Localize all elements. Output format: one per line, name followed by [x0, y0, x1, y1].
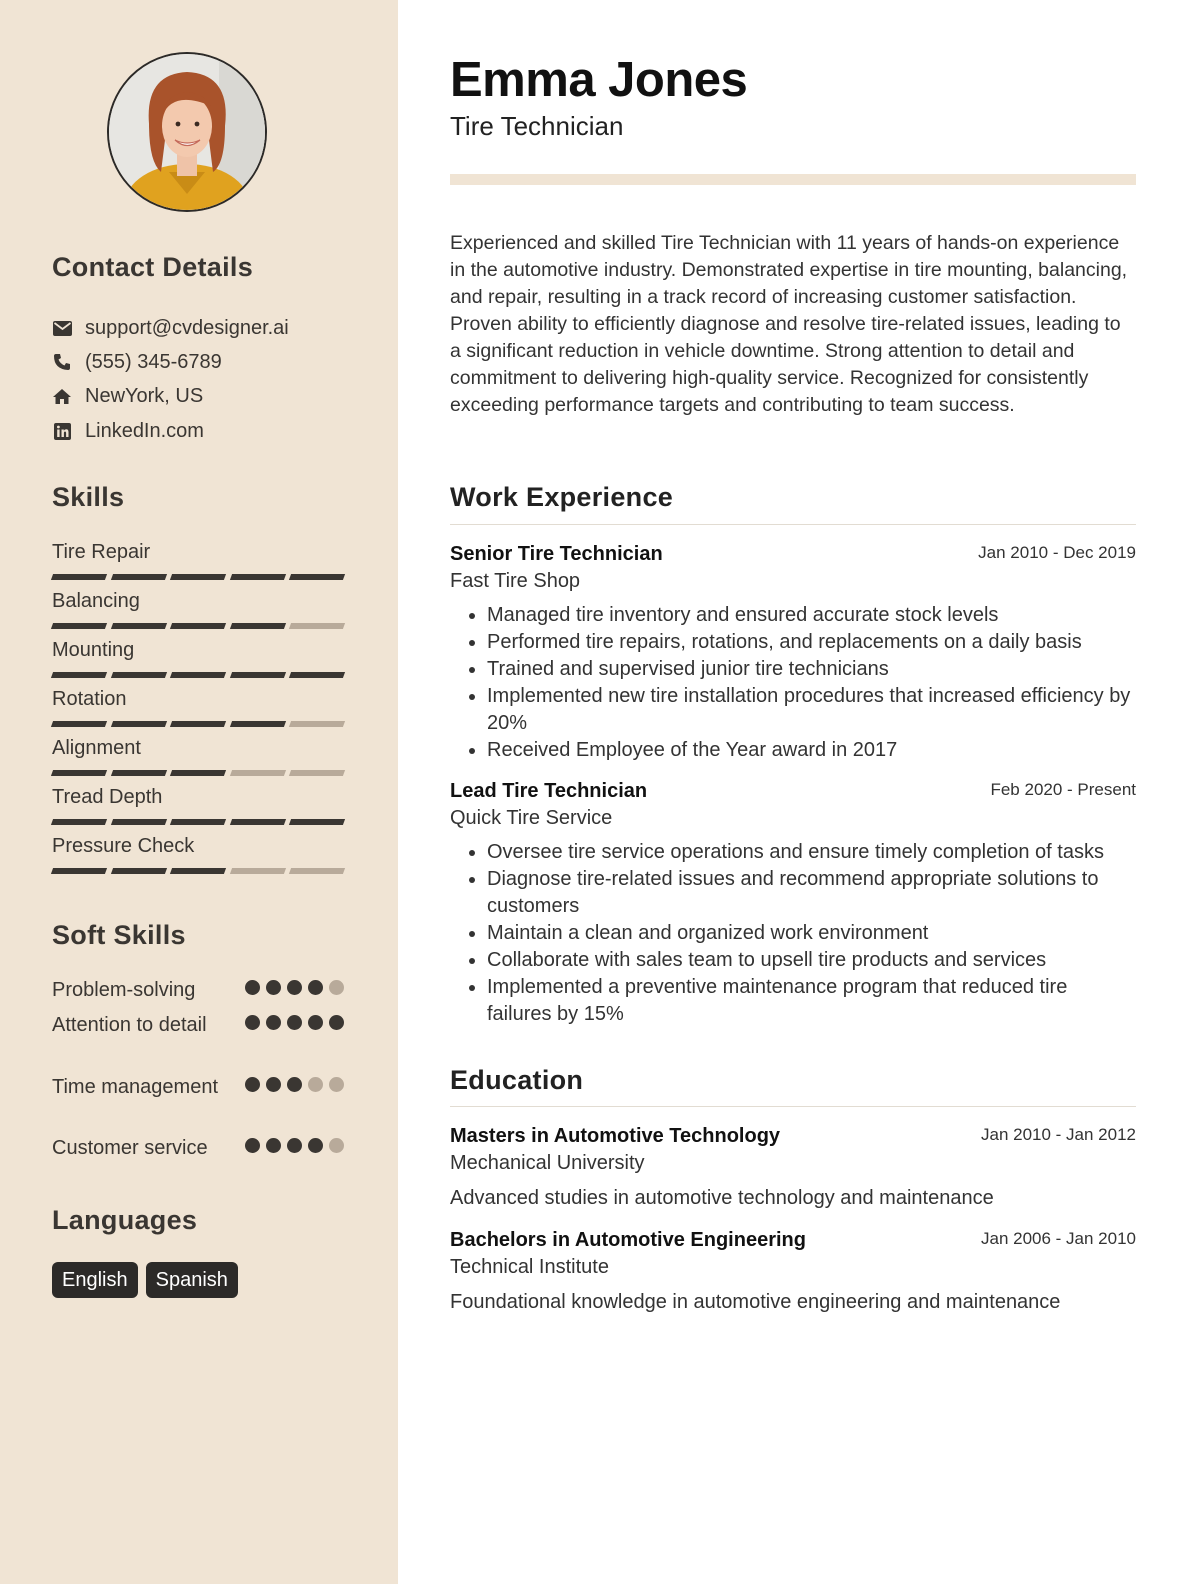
contact-phone-text: (555) 345-6789 — [85, 350, 222, 373]
education-dates: Jan 2006 - Jan 2010 — [980, 1229, 1136, 1248]
skill-level-segment — [170, 819, 226, 825]
rating-dot — [266, 1077, 281, 1092]
soft-skill-rating — [245, 1015, 344, 1030]
education-heading: Education — [450, 1065, 584, 1095]
skill-level-segment — [289, 770, 345, 776]
soft-skill-item — [52, 976, 344, 1004]
skill-level-segment — [111, 868, 167, 874]
header-divider — [450, 174, 1136, 185]
job-bullet: • Oversee tire service operations and ensure timely completion of tasks — [487, 839, 1136, 866]
skill-name: Tire Repair — [52, 541, 151, 563]
skill-level-segment — [51, 574, 107, 580]
school-name: Technical Institute — [450, 1256, 609, 1278]
job-dates: Jan 2010 - Dec 2019 — [978, 543, 1136, 562]
education-description: Foundational knowledge in automotive engineering and maintenance — [450, 1291, 1061, 1313]
soft-skill-rating — [245, 1138, 344, 1153]
skill-item — [52, 540, 344, 580]
contact-email-text: support@cvdesigner.ai — [85, 316, 289, 339]
skill-level-segment — [289, 819, 345, 825]
languages-list — [52, 1262, 238, 1298]
skill-level-bar — [52, 868, 344, 874]
skill-level-segment — [230, 574, 286, 580]
job-bullet: • Diagnose tire-related issues and recommend appropriate solutions to customers — [487, 866, 1136, 920]
skill-name: Pressure Check — [52, 835, 195, 857]
skill-level-segment — [289, 623, 345, 629]
rating-dot — [266, 1015, 281, 1030]
soft-skill-name: Time management — [52, 1076, 218, 1098]
skill-level-segment — [289, 574, 345, 580]
skill-item — [52, 785, 344, 825]
job-bullets — [450, 839, 1136, 1028]
home-icon — [52, 386, 72, 406]
job-title: Lead Tire Technician — [450, 780, 648, 802]
skill-name: Rotation — [52, 688, 127, 710]
education-dates: Jan 2010 - Jan 2012 — [980, 1125, 1136, 1144]
degree-title: Masters in Automotive Technology — [450, 1125, 781, 1147]
contact-phone[interactable] — [52, 350, 222, 374]
job-title: Senior Tire Technician — [450, 543, 663, 565]
rating-dot — [287, 1077, 302, 1092]
rating-dot — [329, 1077, 344, 1092]
skill-level-bar — [52, 770, 344, 776]
rating-dot — [287, 1015, 302, 1030]
education-divider — [450, 1106, 1136, 1107]
degree-title: Bachelors in Automotive Engineering — [450, 1229, 806, 1251]
rating-dot — [245, 980, 260, 995]
skill-item — [52, 687, 344, 727]
rating-dot — [308, 980, 323, 995]
rating-dot — [266, 1138, 281, 1153]
job-bullet: • Received Employee of the Year award in 2017 — [487, 737, 1136, 764]
avatar-illustration — [109, 54, 265, 210]
rating-dot — [266, 980, 281, 995]
contact-email[interactable] — [52, 316, 289, 340]
job-entry — [450, 541, 1136, 764]
job-entry — [450, 778, 1136, 1028]
job-company: Quick Tire Service — [450, 807, 613, 829]
contact-linkedin-text: LinkedIn.com — [85, 419, 204, 442]
rating-dot — [308, 1015, 323, 1030]
skill-level-segment — [51, 770, 107, 776]
education-description: Advanced studies in automotive technology and maintenance — [450, 1187, 994, 1209]
skill-level-bar — [52, 819, 344, 825]
skill-name: Mounting — [52, 639, 135, 661]
skill-item — [52, 638, 344, 678]
job-bullet: • Managed tire inventory and ensured accurate stock levels — [487, 602, 1136, 629]
rating-dot — [287, 1138, 302, 1153]
job-dates: Feb 2020 - Present — [990, 780, 1136, 799]
skill-level-segment — [111, 770, 167, 776]
contact-linkedin[interactable] — [52, 419, 204, 443]
phone-icon — [52, 352, 72, 372]
skill-item — [52, 589, 344, 629]
skill-level-segment — [230, 819, 286, 825]
job-bullet: • Trained and supervised junior tire technicians — [487, 656, 1136, 683]
soft-skill-rating — [245, 980, 344, 995]
skill-level-segment — [170, 574, 226, 580]
skill-level-segment — [170, 770, 226, 776]
rating-dot — [329, 1138, 344, 1153]
skill-level-segment — [289, 672, 345, 678]
skill-level-bar — [52, 574, 344, 580]
work-divider — [450, 524, 1136, 525]
candidate-role: Tire Technician — [450, 111, 624, 141]
skill-level-segment — [289, 868, 345, 874]
skill-level-segment — [230, 721, 286, 727]
skill-level-bar — [52, 672, 344, 678]
soft-skill-name: Problem-solving — [52, 979, 196, 1001]
skill-level-segment — [51, 623, 107, 629]
rating-dot — [245, 1015, 260, 1030]
rating-dot — [308, 1077, 323, 1092]
skill-level-segment — [230, 623, 286, 629]
skills-heading: Skills — [52, 482, 125, 512]
skill-level-segment — [230, 868, 286, 874]
skill-level-segment — [170, 623, 226, 629]
skill-name: Balancing — [52, 590, 140, 612]
soft-skill-name: Attention to detail — [52, 1014, 207, 1036]
skill-level-segment — [51, 868, 107, 874]
skill-level-segment — [111, 672, 167, 678]
soft-skill-rating — [245, 1077, 344, 1092]
contact-heading: Contact Details — [52, 252, 254, 282]
skill-level-segment — [111, 623, 167, 629]
skill-item — [52, 736, 344, 776]
skill-level-segment — [51, 819, 107, 825]
sidebar — [0, 0, 398, 1584]
candidate-name: Emma Jones — [450, 53, 748, 107]
profile-photo — [107, 52, 267, 212]
skill-level-segment — [111, 819, 167, 825]
job-bullet: • Performed tire repairs, rotations, and replacements on a daily basis — [487, 629, 1136, 656]
language-tag: English — [52, 1262, 138, 1298]
soft-skill-name: Customer service — [52, 1137, 208, 1159]
skill-level-segment — [230, 770, 286, 776]
skill-level-bar — [52, 721, 344, 727]
job-bullets — [450, 602, 1136, 764]
rating-dot — [287, 980, 302, 995]
job-bullet: • Collaborate with sales team to upsell tire products and services — [487, 947, 1136, 974]
rating-dot — [245, 1138, 260, 1153]
job-bullet: • Implemented a preventive maintenance program that reduced tire failures by 15% — [487, 974, 1136, 1028]
rating-dot — [329, 980, 344, 995]
rating-dot — [308, 1138, 323, 1153]
skill-level-segment — [170, 672, 226, 678]
education-entry — [450, 1123, 1136, 1211]
skill-name: Alignment — [52, 737, 141, 759]
languages-heading: Languages — [52, 1205, 198, 1235]
rating-dot — [329, 1015, 344, 1030]
soft-skill-item — [52, 1134, 344, 1162]
skill-level-segment — [170, 721, 226, 727]
soft-skills-heading: Soft Skills — [52, 920, 186, 950]
language-tag: Spanish — [146, 1262, 238, 1298]
skill-name: Tread Depth — [52, 786, 163, 808]
contact-location-text: NewYork, US — [85, 384, 204, 407]
skill-level-segment — [111, 574, 167, 580]
skill-level-bar — [52, 623, 344, 629]
profile-summary: Experienced and skilled Tire Technician with 11 years of hands-on experience in the automotive industry. Demonstrated expertise in tire mounting, balancing, and repair, resulting in a track record of increasing customer satisfaction. Proven ability to efficiently diagnose and resolve tire-related issues, leading to a significant reduction in vehicle downtime. Strong attention to detail and commitment to delivering high-quality service. Recognized for consistently exceeding performance targets and contributing to team success. — [450, 232, 1128, 416]
work-experience-heading: Work Experience — [450, 482, 674, 512]
job-bullet: • Maintain a clean and organized work environment — [487, 920, 1136, 947]
skill-level-segment — [230, 672, 286, 678]
skill-level-segment — [170, 868, 226, 874]
job-company: Fast Tire Shop — [450, 570, 581, 592]
soft-skill-item — [52, 1073, 344, 1101]
contact-location — [52, 384, 203, 408]
envelope-icon — [52, 318, 72, 338]
skill-level-segment — [51, 721, 107, 727]
linkedin-icon — [52, 421, 72, 441]
skill-item — [52, 834, 344, 874]
rating-dot — [245, 1077, 260, 1092]
skill-level-segment — [111, 721, 167, 727]
school-name: Mechanical University — [450, 1152, 645, 1174]
education-entry — [450, 1227, 1136, 1315]
skill-level-segment — [51, 672, 107, 678]
job-bullet: • Implemented new tire installation procedures that increased efficiency by 20% — [487, 683, 1136, 737]
soft-skill-item — [52, 1011, 344, 1039]
skill-level-segment — [289, 721, 345, 727]
